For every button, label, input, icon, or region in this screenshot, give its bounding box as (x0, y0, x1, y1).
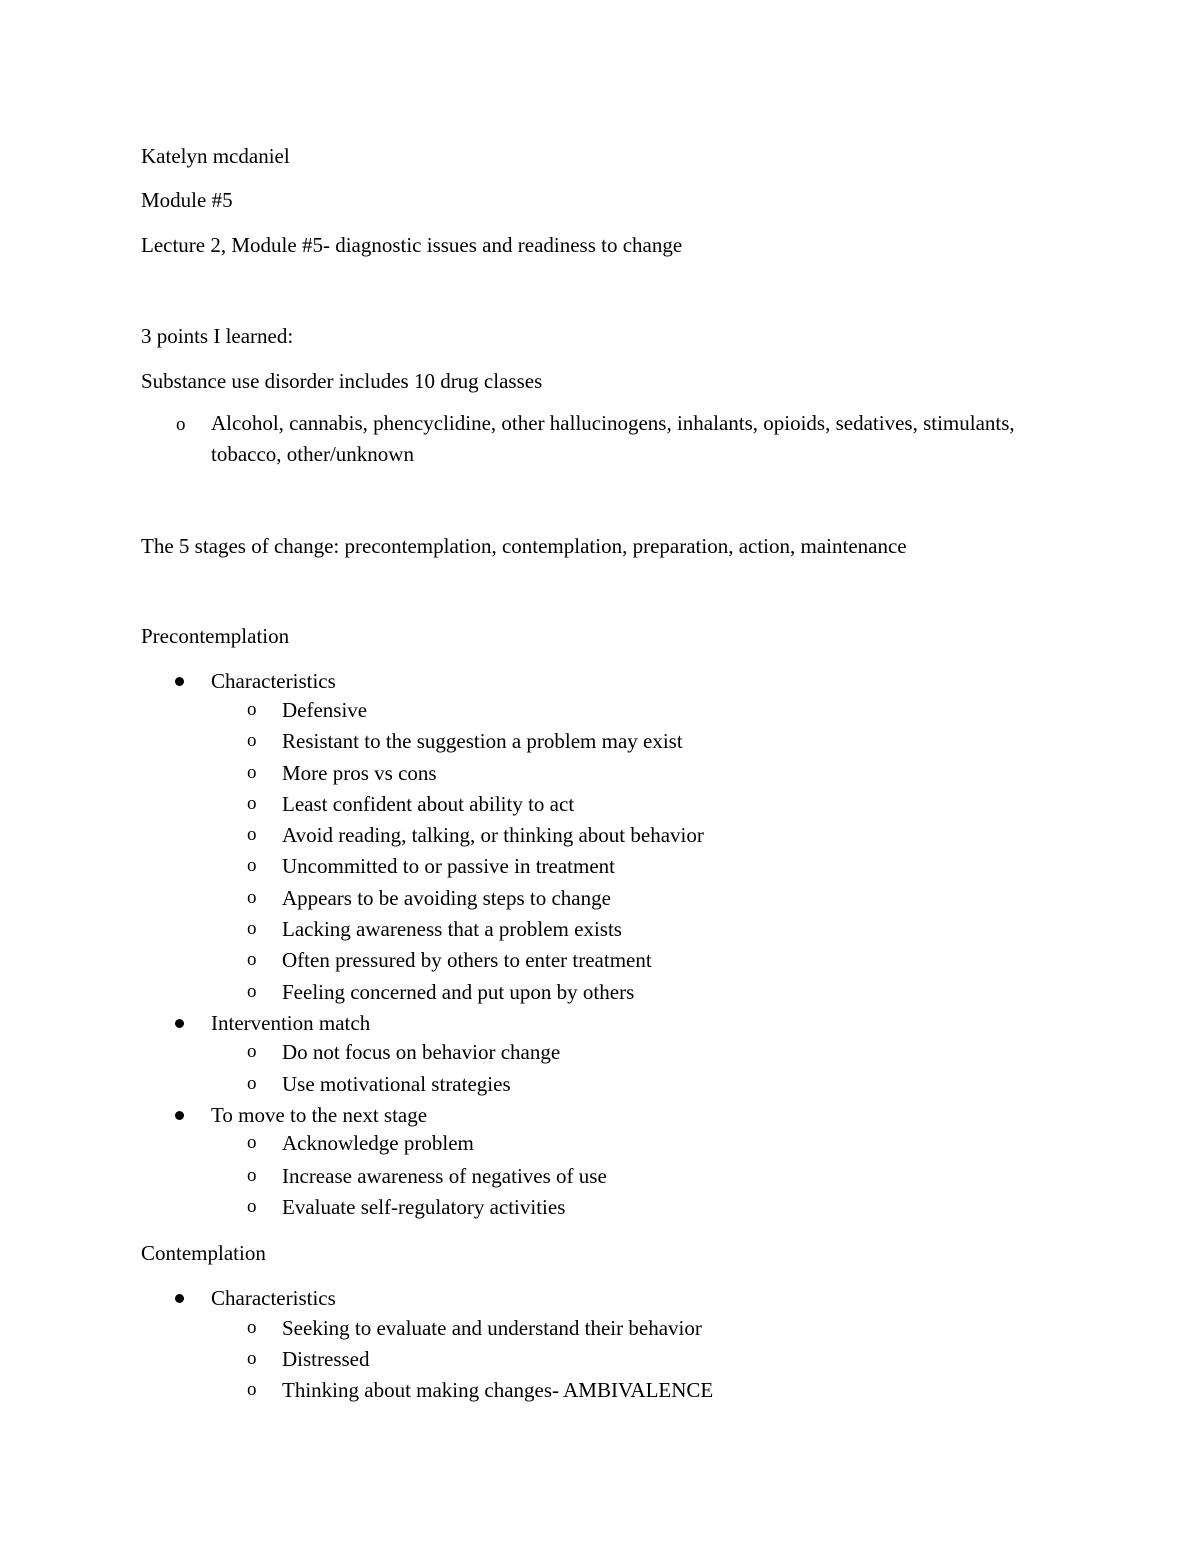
section-title-contemplation: Contemplation (141, 1241, 266, 1265)
hollow-bullet-icon: o (247, 1132, 257, 1153)
list-item: Thinking about making changes- AMBIVALENCE (282, 1378, 714, 1402)
list-item: Seeking to evaluate and understand their behavior (282, 1316, 702, 1340)
lecture-title: Lecture 2, Module #5- diagnostic issues and readiness to change (141, 233, 683, 257)
hollow-bullet-icon: o (176, 414, 186, 435)
list-item: Often pressured by others to enter treatment (282, 948, 652, 972)
point-1: Substance use disorder includes 10 drug classes (141, 369, 543, 393)
list-heading-next-stage: To move to the next stage (211, 1103, 428, 1127)
list-item: Evaluate self-regulatory activities (282, 1195, 566, 1219)
module-label: Module #5 (141, 188, 233, 212)
list-item: Increase awareness of negatives of use (282, 1164, 607, 1188)
hollow-bullet-icon: o (247, 824, 257, 845)
list-item: Lacking awareness that a problem exists (282, 917, 622, 941)
hollow-bullet-icon: o (247, 981, 257, 1002)
list-heading-intervention: Intervention match (211, 1011, 371, 1035)
hollow-bullet-icon: o (247, 1196, 257, 1217)
hollow-bullet-icon: o (247, 699, 257, 720)
list-item: Do not focus on behavior change (282, 1040, 561, 1064)
list-item: Distressed (282, 1347, 370, 1371)
hollow-bullet-icon: o (247, 1348, 257, 1369)
hollow-bullet-icon: o (247, 855, 257, 876)
hollow-bullet-icon: o (247, 1379, 257, 1400)
list-heading-characteristics: Characteristics (211, 1286, 336, 1310)
hollow-bullet-icon: o (247, 793, 257, 814)
list-item: Resistant to the suggestion a problem may exist (282, 729, 683, 753)
hollow-bullet-icon: o (247, 1041, 257, 1062)
disc-bullet-icon (175, 677, 184, 686)
hollow-bullet-icon: o (247, 762, 257, 783)
list-item: Defensive (282, 698, 368, 722)
list-item: More pros vs cons (282, 761, 437, 785)
list-item: Use motivational strategies (282, 1072, 511, 1096)
disc-bullet-icon (175, 1294, 184, 1303)
hollow-bullet-icon: o (247, 730, 257, 751)
hollow-bullet-icon: o (247, 1073, 257, 1094)
list-heading-characteristics: Characteristics (211, 669, 336, 693)
hollow-bullet-icon: o (247, 949, 257, 970)
list-item: Feeling concerned and put upon by others (282, 980, 635, 1004)
section-title-precontemplation: Precontemplation (141, 624, 290, 648)
point-1-detail: Alcohol, cannabis, phencyclidine, other hallucinogens, inhalants, opioids, sedatives, stimulants, tobacco, other/unknown (211, 411, 1015, 466)
hollow-bullet-icon: o (247, 1317, 257, 1338)
list-item: Uncommitted to or passive in treatment (282, 854, 616, 878)
disc-bullet-icon (175, 1111, 184, 1120)
hollow-bullet-icon: o (247, 887, 257, 908)
list-item: Appears to be avoiding steps to change (282, 886, 611, 910)
list-item: Acknowledge problem (282, 1131, 474, 1155)
hollow-bullet-icon: o (247, 1165, 257, 1186)
point-2: The 5 stages of change: precontemplation, contemplation, preparation, action, maintenance (141, 534, 907, 558)
points-heading: 3 points I learned: (141, 324, 294, 348)
author-name: Katelyn mcdaniel (141, 144, 290, 168)
disc-bullet-icon (175, 1019, 184, 1028)
list-item: Avoid reading, talking, or thinking about behavior (282, 823, 704, 847)
list-item: Least confident about ability to act (282, 792, 575, 816)
hollow-bullet-icon: o (247, 918, 257, 939)
